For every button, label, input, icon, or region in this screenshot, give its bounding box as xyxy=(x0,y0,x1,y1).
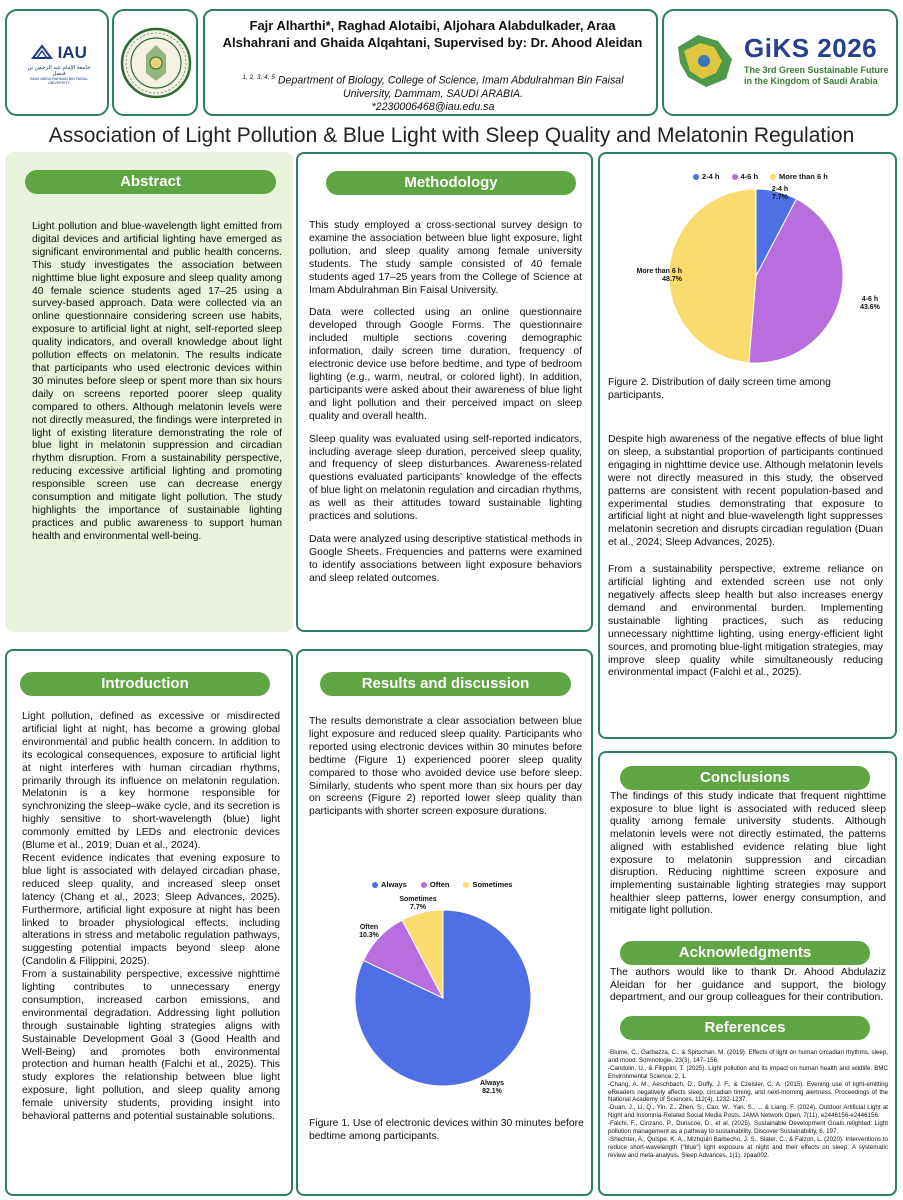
reference-item: -Chang, A. M., Aeschbach, D., Duffy, J. F., & Czeisler, C. A. (2015). Evening use of light-emitting eReaders negatively affects sleep, circadian timing, and next-morning alertness. Proceedings of the National Academy of Sciences, 112(4), 1232-1237. xyxy=(608,1080,888,1104)
references-list xyxy=(608,1049,888,1160)
affiliation: Department of Biology, College of Science, Imam Abdulrahman Bin Faisal University, Dammam, SAUDI ARABIA. xyxy=(277,74,624,100)
discussion-paragraph: From a sustainability perspective, extreme reliance on artificial lighting and extended screen use not only negatively affects sleep health but also increases energy demand and environmental burden. Implementing sustainable lighting practices, such as reducing unnecessary nighttime lighting, using energy-efficient light sources, and promoting blue-light mitigation strategies, may improve sleep quality while simultaneously reducing environmental impact (Falchi et al., 2025). xyxy=(608,564,883,679)
methodology-paragraph: Data were collected using an online questionnaire developed through Google Forms. The questionnaire included multiple sections covering demographic information, daily screen time duration, frequency of electronic device use before bedtime, and type of bedroom lighting (e.g., warm, neutral, or colored light). In addition, participants were asked about their awareness of blue light and light pollution and their perceived impact on sleep quality and overall health. xyxy=(309,307,582,422)
reference-item: -Duan, J., Li, Q., Yin, Z., Zhen, S., Cao, W., Yan, S., ... & Liang, F. (2024). Outdoor Artificial Light at Night and Insomnia-Related Social Media Posts. JAMA Network Open, 7(11), e2446156-e2446156. xyxy=(608,1104,888,1120)
conference-subtitle-2: in the Kingdom of Saudi Arabia xyxy=(744,76,878,86)
saudi-map-icon xyxy=(670,29,740,93)
references-heading: References xyxy=(620,1016,870,1040)
iau-logo-text: IAU xyxy=(57,43,87,62)
legend-label: More than 6 h xyxy=(779,172,828,181)
legend-item xyxy=(421,880,450,889)
figure1-caption: Figure 1. Use of electronic devices within 30 minutes before bedtime among participants. xyxy=(309,1118,584,1142)
methodology-text xyxy=(309,220,582,596)
figure2-label-more-6h: More than 6 h 48.7% xyxy=(636,268,682,283)
legend-label: Often xyxy=(429,880,450,889)
legend-item xyxy=(463,880,512,889)
legend-swatch-often xyxy=(421,882,427,888)
affiliation-superscripts: 1, 2, 3, 4, 5 xyxy=(242,74,275,81)
legend-label: Sometimes xyxy=(472,880,513,889)
figure1-pie-chart xyxy=(296,892,593,1102)
introduction-paragraph: Light pollution, defined as excessive or misdirected artificial light at night, has become a growing global environmental and public health concern. In addition to its ecological consequences, exposure to artificial light at night interferes with human circadian rhythms, primarily through its influence on melatonin regulation. Melatonin is a key hormone responsible for synchronizing the sleep–wake cycle, and its secretion is highly sensitive to short-wavelength (blue) light commonly emitted by LEDs and electronic devices (Blume et al., 2019; Duan et al., 2024). xyxy=(22,711,280,852)
reference-item: -Falchi, F., Cinzano, P., Duriscoe, D., et al. (2025). Sustainable Development Goals relighted: Light pollution management as a pathway to sustainability. Discover Sustainability, 6, 197. xyxy=(608,1120,888,1136)
introduction-paragraph: From a sustainability perspective, excessive nighttime lighting contributes to unnecessary energy consumption, increased carbon emissions, and environmental degradation. Addressing light pollution through sustainable lighting strategies aligns with Sustainable Development Goal 3 (Good Health and Well-Being) and promotes both environmental protection and human health (Falchi et al., 2025). This study explores the relationship between blue light exposure, light pollution, and sleep quality among female university students, providing insight into behavioral patterns and potential sustainable solutions. xyxy=(22,969,280,1123)
acknowledgments-text: The authors would like to thank Dr. Ahood Abdulaziz Aleidan for her guidance and support, the biology department, and our group colleagues for their contribution. xyxy=(610,967,886,1004)
reference-item: -Candolin, U., & Filippini, T. (2025). Light pollution and its impact on human health and wildlife. BMC Environmental Science, 2, 1. xyxy=(608,1064,888,1080)
legend-swatch-sometimes xyxy=(463,882,469,888)
introduction-text xyxy=(22,711,280,1124)
figure1-legend xyxy=(372,880,512,889)
conference-logo-box xyxy=(662,9,898,116)
figure1-label-often: Often 10.3% xyxy=(359,924,379,939)
reference-item: -Shechter, A., Quispe, K. A., Mizhquiri Barbecho, J. S., Slater, C., & Falzon, L. (2020). Interventions to reduce short-wavelength ("blue") light exposure at night and their effects on sleep: A systematic review and meta-analysis. Sleep Advances, 1(1), zpaa002. xyxy=(608,1135,888,1159)
figure2-label-4-6h: 4-6 h 43.6% xyxy=(860,296,880,311)
figure2-slice-more-than-6-h xyxy=(669,189,756,363)
legend-label: 4-6 h xyxy=(740,172,759,181)
introduction-paragraph: Recent evidence indicates that evening exposure to blue light is associated with delayed circadian phase, reduced sleep quality, and increased sleep onset latency (Chang et al., 2023; Sleep Advances, 2025). Furthermore, artificial light exposure at night has been linked to broader physiological effects, including alterations in stress and metabolic regulation pathways, suggesting potential impacts beyond sleep alone (Candolin & Filippini, 2025). xyxy=(22,852,280,968)
college-seal-box xyxy=(112,9,198,116)
abstract-text: Light pollution and blue-wavelength light emitted from digital devices and artificial lighting have emerged as significant environmental and public health concerns. This study investigates the association between nighttime blue light exposure and sleep quality among 40 female science students aged 17–25 using a survey-based approach. Data were collected via an online questionnaire considering screen use habits, exposure to artificial light at night, self-reported sleep quality indicators, and overall knowledge about light pollution effects on melatonin. The results indicate that participants who used electronic devices within 30 minutes before sleep or spent more than six hours daily on screens reported poorer sleep quality compared to others. Although melatonin levels were not directly measured, the findings were interpreted in light of existing literature demonstrating the role of blue light in melatonin suppression and circadian rhythm disruption. From a sustainability perspective, reducing excessive artificial lighting and promoting responsible screen use can decrease energy consumption and mitigate light pollution. The study highlights the importance of sustainable lighting practices and public awareness to support human health and environmental well-being. xyxy=(32,221,282,542)
figure2-caption: Figure 2. Distribution of daily screen time among participants. xyxy=(608,377,831,401)
legend-label: Always xyxy=(381,880,407,889)
contact-email: *2230006468@iau.edu.sa xyxy=(371,100,495,113)
results-heading: Results and discussion xyxy=(320,672,571,696)
conference-title: GiKS 2026 xyxy=(744,33,878,63)
figure1-label-sometimes: Sometimes 7.7% xyxy=(399,896,437,911)
iau-logo-english: IMAM ABDULRAHMAN BIN FAISAL UNIVERSITY xyxy=(30,77,88,85)
methodology-paragraph: Data were analyzed using descriptive statistical methods in Google Sheets. Frequencies and patterns were examined to identify associations between light exposure behaviors and sleep related outcomes. xyxy=(309,533,582,584)
author-box xyxy=(203,9,658,116)
conclusions-heading: Conclusions xyxy=(620,766,870,790)
legend-swatch-always xyxy=(372,882,378,888)
methodology-paragraph: This study employed a cross-sectional survey design to examine the association between blue light exposure, light pollution, and sleep quality among female university students. The study sample consisted of 40 female students aged 17–25 years from the College of Science at Imam Abdulrahman Bin Faisal University. xyxy=(309,220,582,296)
legend-label: 2-4 h xyxy=(702,172,720,181)
conference-subtitle-1: The 3rd Green Sustainable Future xyxy=(744,65,889,75)
discussion-text xyxy=(608,434,883,690)
abstract-heading: Abstract xyxy=(25,170,276,194)
results-text: The results demonstrate a clear association between blue light exposure and reduced sleep quality. Participants who reported using electronic devices within 30 minutes before bedtime (Figure 1) experienced poorer sleep quality compared to those who avoided device use before sleep. Similarly, students who spent more than six hours per day on screens (Figure 2) reported lower sleep quality than participants with shorter screen exposure durations. xyxy=(309,716,582,818)
author-list: Fajr Alharthi*, Raghad Alotaibi, Aljohara Alabdulkader, Araa Alshahrani and Ghaida Alqahtani, Supervised by: Dr. Ahood Aleidan xyxy=(222,18,643,50)
iau-emblem-icon xyxy=(31,44,53,62)
figure2-label-2-4h: 2-4 h 7.7% xyxy=(771,186,789,201)
iau-logo-box xyxy=(5,9,109,116)
iau-logo xyxy=(23,43,95,85)
college-seal-icon xyxy=(120,27,192,99)
methodology-heading: Methodology xyxy=(326,171,576,195)
legend-item xyxy=(372,880,407,889)
poster-title: Association of Light Pollution & Blue Light with Sleep Quality and Melatonin Regulation xyxy=(48,124,855,147)
discussion-paragraph: Despite high awareness of the negative effects of blue light on sleep, a substantial proportion of participants continued engaging in nighttime device use. Although melatonin levels were not directly measured in this study, the observed patterns are consistent with recent population-based and experimental studies demonstrating that exposure to artificial light at night and blue-wavelength light suppresses melatonin secretion and disrupts circadian regulation (Duan et al., 2024; Sleep Advances, 2025). xyxy=(608,434,883,549)
iau-logo-arabic: جامعة الإمام عبد الرحمن بن فيصل xyxy=(27,65,91,77)
affiliation-block xyxy=(223,71,643,114)
introduction-heading: Introduction xyxy=(20,672,270,696)
acknowledgments-heading: Acknowledgments xyxy=(620,941,870,965)
reference-item: -Blume, C., Garbazza, C., & Spitschan, M. (2019). Effects of light on human circadian rhythms, sleep, and mood. Somnologie, 23(3), 147–156. xyxy=(608,1049,888,1064)
conclusions-text: The findings of this study indicate that frequent nighttime exposure to blue light is associated with reduced sleep quality among female university students. Although melatonin levels were not directly estimated, the patterns aligned with established evidence relating blue light exposure to melatonin suppression and circadian disruption. Reducing nighttime screen exposure and implementing sustainable lighting strategies may support healthier sleep patterns, lower energy consumption, and mitigate light pollution. xyxy=(610,791,886,917)
figure1-label-always: Always 82.1% xyxy=(479,1080,505,1095)
methodology-paragraph: Sleep quality was evaluated using self-reported indicators, including average sleep duration, perceived sleep quality, and frequency of sleep disturbances. Awareness-related questions evaluated participants' knowledge of the effects of blue light on melatonin regulation and circadian rhythms, as well as their attitudes toward sustainable lighting practices and solutions. xyxy=(309,433,582,523)
